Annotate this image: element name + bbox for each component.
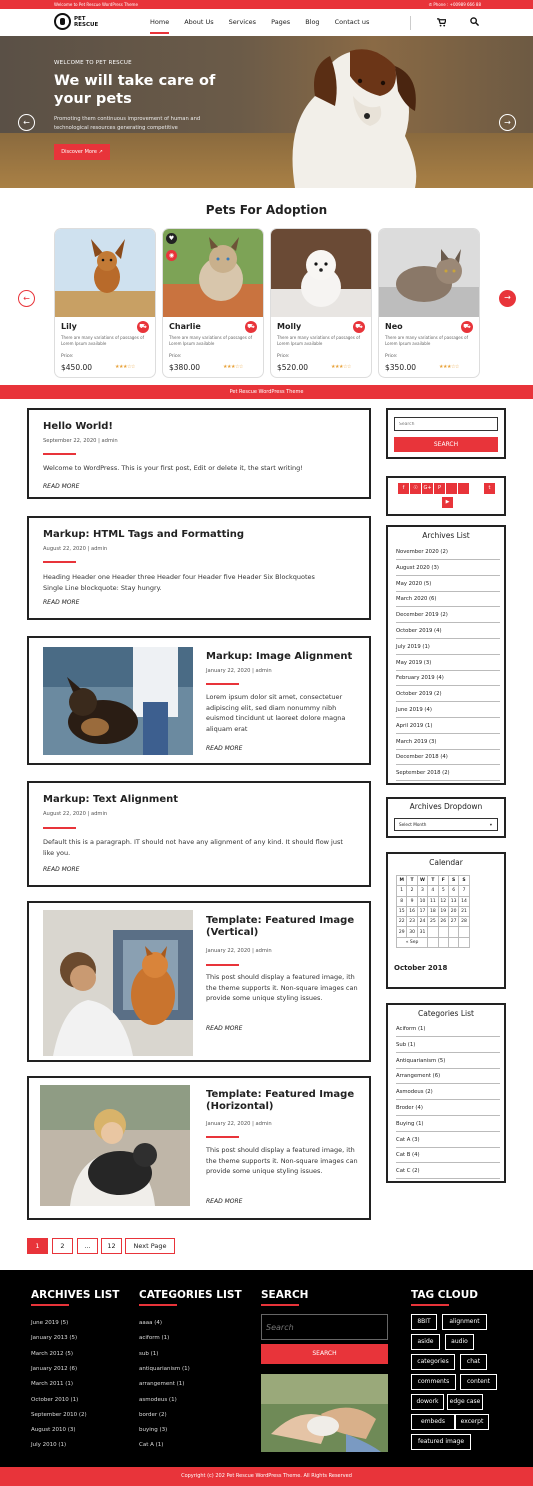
post-title[interactable]: Markup: Image Alignment bbox=[206, 651, 353, 662]
hero-text: Promoting them continuous improvement of human and technological resources generating competitive bbox=[54, 116, 201, 131]
pet-name: Lily bbox=[61, 322, 77, 331]
menu-pages[interactable]: Pages bbox=[271, 18, 291, 26]
hero-banner bbox=[0, 36, 533, 188]
price-label: Price: bbox=[277, 354, 290, 359]
footer-categories-title: CATEGORIES LIST bbox=[139, 1289, 242, 1301]
calendar-day: 5 bbox=[438, 886, 448, 896]
calendar-day-header: M bbox=[397, 876, 407, 886]
calendar-day bbox=[428, 927, 438, 937]
social-icon[interactable]: ▶ bbox=[442, 497, 453, 508]
post-excerpt: Heading Header one Header three Header four Header five Header Six Blockquotes Single Line blockquote: Stay hungry. bbox=[43, 573, 315, 592]
list-item[interactable]: March 2019 (3) bbox=[396, 734, 500, 750]
title-underline bbox=[206, 683, 239, 685]
footer-list-item[interactable]: July 2010 (1) bbox=[31, 1442, 67, 1449]
calendar-day: 19 bbox=[438, 906, 448, 916]
pet-name: Molly bbox=[277, 322, 302, 331]
tag-link[interactable]: categories bbox=[411, 1354, 455, 1370]
calendar-day-header: T bbox=[428, 876, 438, 886]
tag-link[interactable]: comments bbox=[411, 1374, 456, 1390]
pet-price: $450.00 bbox=[61, 363, 93, 372]
tag-link[interactable]: embeds bbox=[411, 1414, 455, 1430]
logo-line2: RESCUE bbox=[74, 21, 99, 28]
calendar-day: 27 bbox=[448, 917, 458, 927]
read-more-link[interactable]: READ MORE bbox=[206, 745, 243, 752]
calendar-day: 25 bbox=[428, 917, 438, 927]
footer-list-item[interactable]: asmodeus (1) bbox=[139, 1396, 177, 1403]
page-2[interactable]: 2 bbox=[52, 1238, 73, 1254]
read-more-link[interactable]: READ MORE bbox=[43, 483, 80, 490]
sidebar-search-input[interactable] bbox=[394, 417, 498, 431]
calendar-day bbox=[438, 927, 448, 937]
pet-price: $380.00 bbox=[169, 363, 201, 372]
theme-strip: Pet Rescue WordPress Theme bbox=[0, 385, 533, 399]
copyright: Copyright (c) 202 Pet Rescue WordPress Theme. All Rights Reserved bbox=[0, 1467, 533, 1486]
pet-name: Neo bbox=[385, 322, 403, 331]
post-meta: January 22, 2020 | admin bbox=[206, 948, 272, 954]
list-item[interactable]: October 2019 (2) bbox=[396, 686, 500, 702]
list-item[interactable]: Broder (4) bbox=[396, 1100, 500, 1116]
post-card bbox=[27, 901, 371, 1062]
hero-prev-arrow-icon[interactable]: ← bbox=[18, 114, 35, 131]
calendar-day: 13 bbox=[448, 896, 458, 906]
month-select[interactable] bbox=[394, 818, 498, 831]
list-item[interactable]: May 2019 (3) bbox=[396, 655, 500, 671]
post-card bbox=[27, 516, 371, 620]
paw-logo-icon bbox=[54, 13, 71, 30]
discover-more-button[interactable] bbox=[54, 144, 110, 160]
tag-link[interactable]: edge case bbox=[447, 1394, 483, 1410]
read-more-link[interactable]: READ MORE bbox=[206, 1025, 243, 1032]
rating-stars-icon: ★★★☆☆ bbox=[115, 364, 135, 370]
page-ellipsis: ... bbox=[77, 1238, 98, 1254]
top-bar bbox=[0, 0, 533, 9]
cart-icon[interactable] bbox=[437, 18, 446, 29]
pet-card-charlie[interactable] bbox=[162, 228, 264, 378]
social-widget bbox=[386, 476, 506, 516]
calendar-day: 22 bbox=[397, 917, 407, 927]
calendar-day: 12 bbox=[438, 896, 448, 906]
calendar-day: 3 bbox=[417, 886, 427, 896]
basket-icon[interactable]: ⛟ bbox=[137, 321, 149, 333]
hero-dog-image bbox=[255, 36, 435, 188]
footer-list-item[interactable]: antiquarianism (1) bbox=[139, 1365, 190, 1372]
list-item[interactable]: Arrangement (6) bbox=[396, 1068, 500, 1084]
rating-stars-icon: ★★★☆☆ bbox=[223, 364, 243, 370]
calendar-day: 20 bbox=[448, 906, 458, 916]
footer-list-item[interactable]: Cat A (1) bbox=[139, 1442, 164, 1449]
menu-home[interactable]: Home bbox=[150, 9, 169, 34]
calendar-day bbox=[459, 927, 469, 937]
post-meta: August 22, 2020 | admin bbox=[43, 811, 108, 817]
footer-underline bbox=[139, 1304, 177, 1306]
adoption-prev-arrow-icon[interactable]: ← bbox=[18, 290, 35, 307]
social-icon[interactable] bbox=[458, 483, 469, 494]
read-more-link[interactable]: READ MORE bbox=[43, 599, 80, 606]
phone-text: ✆ Phone : +00989 666 88 bbox=[428, 2, 481, 7]
list-item[interactable]: June 2019 (4) bbox=[396, 702, 500, 718]
page-12[interactable]: 12 bbox=[101, 1238, 122, 1254]
post-card bbox=[27, 408, 371, 499]
logo-text bbox=[74, 16, 98, 28]
pet-image-charlie bbox=[163, 229, 264, 317]
calendar-day-header: F bbox=[438, 876, 448, 886]
post-card bbox=[27, 1076, 371, 1220]
widget-title: Archives Dropdown bbox=[409, 802, 483, 811]
adoption-title: Pets For Adoption bbox=[205, 203, 328, 217]
post-excerpt: This post should display a featured image, ith the theme supports it. Non-square images can provide some unique styling issues. bbox=[206, 1146, 358, 1175]
pet-price: $350.00 bbox=[385, 363, 417, 372]
post-title[interactable]: Template: Featured Image (Horizontal) bbox=[206, 1089, 355, 1112]
basket-icon[interactable]: ⛟ bbox=[245, 321, 257, 333]
title-underline bbox=[206, 1136, 239, 1138]
arrow-up-right-icon: ↗ bbox=[98, 149, 103, 155]
pet-desc: There are many variations of passages of Lorem Ipsum available bbox=[385, 335, 468, 346]
month-select-value: Select Month bbox=[399, 822, 427, 827]
search-widget bbox=[386, 408, 506, 459]
footer-list-item[interactable]: March 2011 (1) bbox=[31, 1381, 74, 1388]
footer-search-button[interactable]: SEARCH bbox=[261, 1344, 388, 1364]
post-excerpt: Welcome to WordPress. This is your first post, Edit or delete it, the start writing! bbox=[43, 464, 303, 472]
tag-link[interactable]: alignment bbox=[442, 1314, 487, 1330]
footer-list-item[interactable]: August 2010 (3) bbox=[31, 1427, 76, 1434]
read-more-link[interactable]: READ MORE bbox=[206, 1198, 243, 1205]
page-1[interactable]: 1 bbox=[27, 1238, 48, 1254]
title-underline bbox=[43, 453, 76, 455]
post-meta: January 22, 2020 | admin bbox=[206, 1121, 272, 1127]
footer-list-item[interactable]: January 2012 (6) bbox=[31, 1365, 78, 1372]
widget-title: Categories List bbox=[418, 1009, 474, 1018]
pet-desc: There are many variations of passages of Lorem Ipsum available bbox=[277, 335, 360, 346]
categories-widget bbox=[386, 1003, 506, 1183]
menu-services[interactable]: Services bbox=[228, 18, 257, 26]
footer-list-item[interactable]: January 2013 (5) bbox=[31, 1335, 78, 1342]
footer-list-item[interactable]: October 2010 (1) bbox=[31, 1396, 79, 1403]
list-item[interactable]: Buying (1) bbox=[396, 1116, 500, 1132]
search-icon[interactable] bbox=[470, 17, 479, 28]
footer-search-input[interactable] bbox=[261, 1314, 388, 1340]
footer bbox=[0, 1270, 533, 1467]
calendar-table bbox=[396, 875, 470, 948]
list-item[interactable]: April 2019 (1) bbox=[396, 718, 500, 734]
widget-title: Archives List bbox=[422, 531, 470, 540]
post-title[interactable]: Markup: HTML Tags and Formatting bbox=[43, 529, 245, 540]
post-card bbox=[27, 781, 371, 887]
next-page-link[interactable]: Next Page bbox=[125, 1238, 175, 1254]
list-item[interactable]: March 2020 (6) bbox=[396, 591, 500, 607]
calendar-day: 7 bbox=[459, 886, 469, 896]
heart-icon[interactable]: ♥ bbox=[166, 233, 177, 244]
footer-underline bbox=[31, 1304, 69, 1306]
tag-link[interactable]: excerpt bbox=[455, 1414, 489, 1430]
adoption-next-arrow-icon[interactable]: → bbox=[499, 290, 516, 307]
read-more-link[interactable]: READ MORE bbox=[43, 866, 80, 873]
post-title[interactable]: Markup: Text Alignment bbox=[43, 794, 178, 805]
pet-card-lily[interactable] bbox=[54, 228, 156, 378]
hands-paws-image bbox=[261, 1374, 388, 1452]
footer-underline bbox=[411, 1304, 449, 1306]
post-excerpt: Lorem ipsum dolor sit amet, consectetuer adipiscing elit, sed diam nonummy nibh euismod tincidunt ut laoreet dolore magna aliquam erat bbox=[206, 693, 346, 733]
calendar-day: 30 bbox=[407, 927, 417, 937]
tag-link[interactable]: aside bbox=[411, 1334, 440, 1350]
list-item[interactable]: July 2019 (1) bbox=[396, 639, 500, 655]
post-meta: August 22, 2020 | admin bbox=[43, 546, 108, 552]
title-underline bbox=[43, 827, 76, 829]
list-item[interactable]: Aciform (1) bbox=[396, 1021, 500, 1037]
calendar-day: 6 bbox=[448, 886, 458, 896]
footer-list-item[interactable]: June 2019 (5) bbox=[31, 1320, 69, 1326]
calendar-day: 23 bbox=[407, 917, 417, 927]
view-icon[interactable]: ◉ bbox=[166, 250, 177, 261]
chevron-down-icon: ▾ bbox=[489, 822, 492, 827]
post-image bbox=[40, 1085, 190, 1206]
logo-line1: PET bbox=[74, 15, 86, 22]
footer-search-title: SEARCH bbox=[261, 1289, 309, 1301]
pet-price: $520.00 bbox=[277, 363, 309, 372]
menu-about[interactable]: About Us bbox=[184, 18, 214, 26]
post-excerpt: Default this is a paragraph. IT should not have any alignment of any kind. It should flow just like you. bbox=[43, 838, 343, 857]
title-underline bbox=[43, 561, 76, 563]
footer-underline bbox=[261, 1304, 299, 1306]
footer-list-item[interactable]: border (2) bbox=[139, 1411, 167, 1418]
post-title[interactable]: Hello World! bbox=[43, 421, 113, 432]
calendar-day: 4 bbox=[428, 886, 438, 896]
pet-image-molly bbox=[271, 229, 372, 317]
price-label: Price: bbox=[61, 354, 74, 359]
tag-link[interactable]: 8BIT bbox=[411, 1314, 437, 1330]
calendar-empty bbox=[459, 937, 469, 947]
social-icon[interactable]: ☉ bbox=[410, 483, 421, 494]
price-label: Price: bbox=[385, 354, 398, 359]
pet-image-neo bbox=[379, 229, 480, 317]
calendar-day: 29 bbox=[397, 927, 407, 937]
hero-eyebrow: WELCOME TO PET RESCUE bbox=[54, 60, 132, 66]
rating-stars-icon: ★★★☆☆ bbox=[331, 364, 351, 370]
post-excerpt: This post should display a featured image, ith the theme supports it. Non-square images can provide some unique styling issues. bbox=[206, 973, 358, 1002]
discover-label: Discover More bbox=[61, 149, 97, 155]
calendar-day: 16 bbox=[407, 906, 417, 916]
widget-title: Calendar bbox=[429, 858, 463, 867]
calendar-day: 10 bbox=[417, 896, 427, 906]
pet-card-neo[interactable] bbox=[378, 228, 480, 378]
list-item[interactable]: Antiquarianism (5) bbox=[396, 1053, 500, 1069]
calendar-day: 2 bbox=[407, 886, 417, 896]
list-item[interactable]: February 2019 (4) bbox=[396, 670, 500, 686]
list-item[interactable]: September 2018 (2) bbox=[396, 765, 500, 781]
post-card bbox=[27, 636, 371, 765]
social-icon[interactable] bbox=[446, 483, 457, 494]
logo[interactable] bbox=[54, 13, 98, 30]
pet-image-lily bbox=[55, 229, 156, 317]
list-item[interactable]: August 2020 (3) bbox=[396, 560, 500, 576]
calendar-day: 21 bbox=[459, 906, 469, 916]
calendar-day: 15 bbox=[397, 906, 407, 916]
calendar-day: 8 bbox=[397, 896, 407, 906]
post-meta: January 22, 2020 | admin bbox=[206, 668, 272, 674]
nav-divider bbox=[410, 16, 411, 30]
social-icon[interactable]: G+ bbox=[422, 483, 433, 494]
list-item[interactable]: December 2018 (4) bbox=[396, 749, 500, 765]
calendar-day bbox=[448, 927, 458, 937]
hero-title: We will take care of your pets bbox=[54, 73, 216, 107]
calendar-day: 14 bbox=[459, 896, 469, 906]
archives-dropdown-widget bbox=[386, 797, 506, 838]
calendar-prev-link[interactable]: « Sep bbox=[397, 937, 428, 947]
social-icon[interactable]: P bbox=[434, 483, 445, 494]
footer-archives-title: ARCHIVES LIST bbox=[31, 1289, 120, 1301]
welcome-text: Welcome to Pet Rescue WordPress Theme bbox=[54, 2, 138, 7]
calendar-day: 28 bbox=[459, 917, 469, 927]
calendar-day: 17 bbox=[417, 906, 427, 916]
post-image bbox=[43, 910, 193, 1056]
pet-name: Charlie bbox=[169, 322, 201, 331]
footer-list-item[interactable]: aaaa (4) bbox=[139, 1320, 163, 1326]
pet-desc: There are many variations of passages of Lorem Ipsum available bbox=[169, 335, 252, 346]
list-item[interactable]: Cat A (3) bbox=[396, 1132, 500, 1148]
calendar-day: 9 bbox=[407, 896, 417, 906]
pet-desc: There are many variations of passages of Lorem Ipsum available bbox=[61, 335, 144, 346]
hero-next-arrow-icon[interactable]: → bbox=[499, 114, 516, 131]
footer-list-item[interactable]: September 2010 (2) bbox=[31, 1411, 87, 1418]
calendar-widget bbox=[386, 852, 506, 989]
tag-link[interactable]: content bbox=[460, 1374, 497, 1390]
list-item[interactable]: December 2019 (2) bbox=[396, 607, 500, 623]
menu-contact[interactable]: Contact us bbox=[334, 18, 370, 26]
social-icon[interactable]: t bbox=[484, 483, 495, 494]
calendar-day-header: S bbox=[459, 876, 469, 886]
calendar-day: 11 bbox=[428, 896, 438, 906]
list-item[interactable]: Asmodeus (2) bbox=[396, 1084, 500, 1100]
tag-link[interactable]: featured image bbox=[411, 1434, 471, 1450]
menu-blog[interactable]: Blog bbox=[305, 18, 320, 26]
calendar-day: 26 bbox=[438, 917, 448, 927]
calendar-empty bbox=[428, 937, 438, 947]
list-item[interactable]: Cat C (2) bbox=[396, 1163, 500, 1179]
calendar-month: October 2018 bbox=[394, 964, 448, 972]
basket-icon[interactable]: ⛟ bbox=[461, 321, 473, 333]
calendar-day: 24 bbox=[417, 917, 427, 927]
sidebar-search-button[interactable]: SEARCH bbox=[394, 437, 498, 452]
calendar-day: 18 bbox=[428, 906, 438, 916]
calendar-day-header: W bbox=[417, 876, 427, 886]
calendar-day-header: T bbox=[407, 876, 417, 886]
social-icon[interactable]: f bbox=[398, 483, 409, 494]
phone-number: Phone : +00989 666 88 bbox=[433, 2, 481, 7]
calendar-day-header: S bbox=[448, 876, 458, 886]
list-item[interactable]: Cat B (4) bbox=[396, 1147, 500, 1163]
tag-link[interactable]: dowork bbox=[411, 1394, 444, 1410]
list-item[interactable]: October 2019 (4) bbox=[396, 623, 500, 639]
rating-stars-icon: ★★★☆☆ bbox=[439, 364, 459, 370]
footer-list-item[interactable]: arrangement (1) bbox=[139, 1381, 185, 1388]
footer-list-item[interactable]: buying (3) bbox=[139, 1427, 168, 1434]
archives-widget bbox=[386, 525, 506, 785]
calendar-day: 31 bbox=[417, 927, 427, 937]
calendar-day: 1 bbox=[397, 886, 407, 896]
basket-icon[interactable]: ⛟ bbox=[353, 321, 365, 333]
footer-list-item[interactable]: aciform (1) bbox=[139, 1335, 170, 1342]
calendar-empty bbox=[448, 937, 458, 947]
list-item[interactable]: November 2020 (2) bbox=[396, 544, 500, 560]
pet-card-molly[interactable] bbox=[270, 228, 372, 378]
list-item[interactable]: May 2020 (5) bbox=[396, 576, 500, 592]
post-title[interactable]: Template: Featured Image (Vertical) bbox=[206, 915, 355, 938]
tag-link[interactable]: audio bbox=[445, 1334, 474, 1350]
calendar-empty bbox=[438, 937, 448, 947]
post-image bbox=[43, 647, 193, 755]
footer-tags-title: TAG CLOUD bbox=[411, 1289, 478, 1301]
tag-link[interactable]: chat bbox=[460, 1354, 487, 1370]
title-underline bbox=[206, 964, 239, 966]
footer-list-item[interactable]: March 2012 (5) bbox=[31, 1350, 74, 1357]
footer-list-item[interactable]: sub (1) bbox=[139, 1350, 159, 1357]
post-meta: September 22, 2020 | admin bbox=[43, 438, 118, 444]
list-item[interactable]: Sub (1) bbox=[396, 1037, 500, 1053]
price-label: Price: bbox=[169, 354, 182, 359]
menu bbox=[150, 9, 384, 36]
